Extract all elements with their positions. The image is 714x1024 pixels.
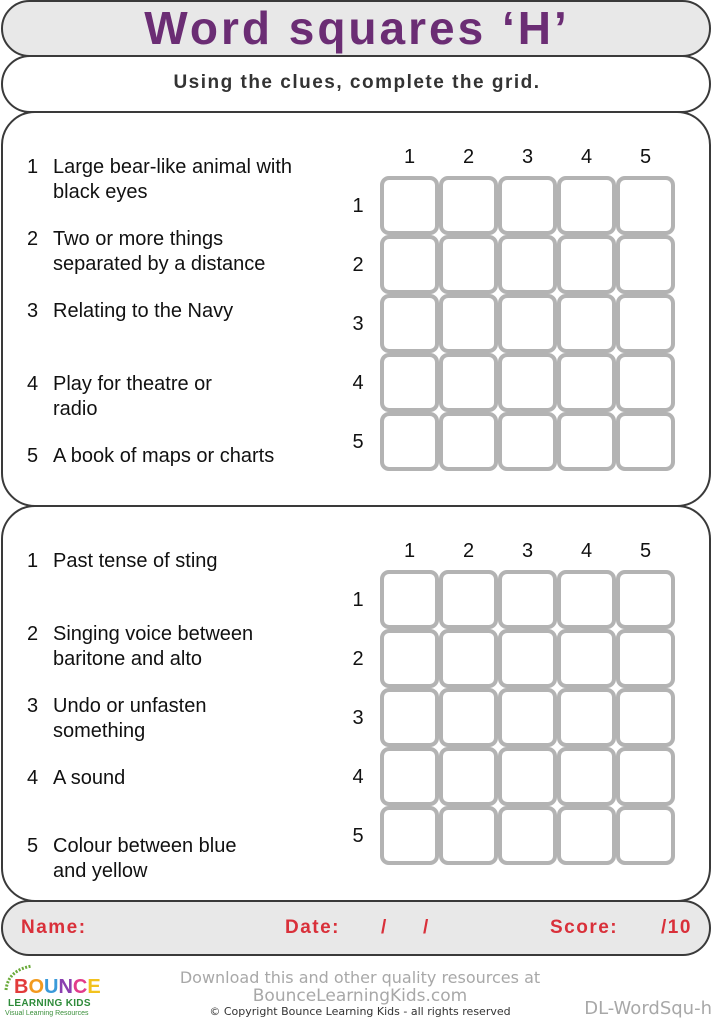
col-label: 1 — [403, 146, 416, 168]
clue-text: Undo or unfasten something — [53, 695, 207, 742]
page-title: Word squares ‘H’ — [144, 2, 570, 54]
col-label: 1 — [403, 540, 416, 562]
grid-cell[interactable] — [439, 353, 498, 412]
grid-cell[interactable] — [557, 176, 616, 235]
clue-1-5 — [27, 444, 323, 469]
clue-number: 5 — [27, 445, 39, 467]
clue-text: Large bear-like animal with black eyes — [53, 156, 293, 203]
clue-2-5 — [27, 834, 273, 884]
clue-number: 2 — [27, 228, 39, 250]
grid-cell[interactable] — [557, 688, 616, 747]
name-label: Name: — [21, 917, 87, 938]
col-label: 4 — [580, 540, 593, 562]
grid-cell[interactable] — [616, 806, 675, 865]
row-label: 3 — [352, 707, 364, 729]
grid-cell[interactable] — [380, 570, 439, 629]
clue-number: 3 — [27, 695, 39, 717]
clue-text: Relating to the Navy — [53, 300, 234, 322]
grid-cell[interactable] — [498, 629, 557, 688]
grid-cell[interactable] — [380, 353, 439, 412]
row-label: 5 — [352, 431, 364, 453]
grid-cell[interactable] — [498, 235, 557, 294]
row-label: 2 — [352, 648, 364, 670]
logo-word: BOUNCE — [14, 976, 101, 998]
grid-cell[interactable] — [616, 294, 675, 353]
clue-text: Two or more things separated by a distance — [53, 228, 266, 275]
clue-2-1 — [27, 549, 323, 574]
row-label: 1 — [352, 589, 364, 611]
grid-cell[interactable] — [439, 747, 498, 806]
clue-text: Singing voice between baritone and alto — [53, 623, 254, 670]
date-label: Date: — [285, 917, 341, 938]
clue-2-4 — [27, 766, 323, 791]
grid-cell[interactable] — [616, 235, 675, 294]
grid-cell[interactable] — [557, 747, 616, 806]
grid-cell[interactable] — [439, 806, 498, 865]
col-label: 5 — [639, 146, 652, 168]
clue-number: 2 — [27, 623, 39, 645]
clue-number: 1 — [27, 550, 39, 572]
grid-cell[interactable] — [498, 747, 557, 806]
row-label: 2 — [352, 254, 364, 276]
logo-tagline: Visual Learning Resources — [5, 1010, 89, 1017]
grid-cell[interactable] — [498, 294, 557, 353]
col-label: 3 — [521, 146, 534, 168]
grid-cell[interactable] — [616, 353, 675, 412]
logo-subtitle: LEARNING KIDS — [8, 998, 91, 1009]
grid-cell[interactable] — [380, 688, 439, 747]
instructions: Using the clues, complete the grid. — [173, 72, 541, 93]
grid-cell[interactable] — [498, 412, 557, 471]
grid-cell[interactable] — [439, 412, 498, 471]
grid-cell[interactable] — [439, 629, 498, 688]
grid-cell[interactable] — [557, 353, 616, 412]
score-label: Score: — [550, 917, 619, 938]
grid-cell[interactable] — [498, 688, 557, 747]
clue-1-4 — [27, 372, 243, 422]
grid-cell[interactable] — [498, 176, 557, 235]
grid-cell[interactable] — [498, 353, 557, 412]
clue-1-1 — [27, 155, 293, 205]
col-label: 2 — [462, 146, 475, 168]
grid-cell[interactable] — [557, 412, 616, 471]
col-label: 2 — [462, 540, 475, 562]
row-label: 1 — [352, 195, 364, 217]
clue-number: 4 — [27, 767, 39, 789]
grid-cell[interactable] — [380, 412, 439, 471]
website-link[interactable]: BounceLearningKids.com — [252, 986, 468, 1006]
grid-cell[interactable] — [616, 412, 675, 471]
grid-cell[interactable] — [380, 806, 439, 865]
clue-number: 1 — [27, 156, 39, 178]
copyright-text: © Copyright Bounce Learning Kids - all rights reserved — [209, 1005, 511, 1018]
clue-number: 3 — [27, 300, 39, 322]
grid-cell[interactable] — [380, 176, 439, 235]
grid-cell[interactable] — [439, 235, 498, 294]
date-separator: / — [381, 917, 388, 938]
row-label: 4 — [352, 766, 364, 788]
grid-cell[interactable] — [616, 570, 675, 629]
clue-number: 4 — [27, 373, 39, 395]
clue-text: A book of maps or charts — [53, 445, 275, 467]
grid-cell[interactable] — [616, 629, 675, 688]
grid-cell[interactable] — [380, 294, 439, 353]
clue-text: Colour between blue and yellow — [53, 835, 237, 882]
worksheet-code: DL-WordSqu-h — [584, 998, 712, 1019]
score-total: /10 — [661, 917, 692, 938]
grid-cell[interactable] — [616, 688, 675, 747]
clue-text: Past tense of sting — [53, 550, 218, 572]
grid-cell[interactable] — [439, 294, 498, 353]
row-label: 4 — [352, 372, 364, 394]
grid-cell[interactable] — [380, 747, 439, 806]
clue-text: A sound — [53, 767, 126, 789]
download-text: Download this and other quality resources at — [179, 968, 541, 987]
grid-cell[interactable] — [380, 629, 439, 688]
row-label: 3 — [352, 313, 364, 335]
grid-cell[interactable] — [557, 570, 616, 629]
bounce-learning-kids-logo — [2, 962, 101, 1020]
grid-cell[interactable] — [439, 688, 498, 747]
clue-text: Play for theatre or radio — [53, 373, 212, 420]
row-label: 5 — [352, 825, 364, 847]
grid-cell[interactable] — [557, 806, 616, 865]
grid-cell[interactable] — [557, 629, 616, 688]
col-label: 4 — [580, 146, 593, 168]
clue-2-2 — [27, 622, 293, 672]
grid-cell[interactable] — [557, 235, 616, 294]
grid-cell[interactable] — [439, 176, 498, 235]
clue-1-2 — [27, 227, 303, 277]
clue-1-3 — [27, 299, 323, 324]
grid-cell[interactable] — [498, 806, 557, 865]
date-separator: / — [423, 917, 430, 938]
grid-cell[interactable] — [380, 235, 439, 294]
col-label: 3 — [521, 540, 534, 562]
clue-2-3 — [27, 694, 243, 744]
grid-cell[interactable] — [616, 176, 675, 235]
grid-cell[interactable] — [616, 747, 675, 806]
grid-cell[interactable] — [557, 294, 616, 353]
clue-number: 5 — [27, 835, 39, 857]
grid-cell[interactable] — [498, 570, 557, 629]
grid-cell[interactable] — [439, 570, 498, 629]
col-label: 5 — [639, 540, 652, 562]
